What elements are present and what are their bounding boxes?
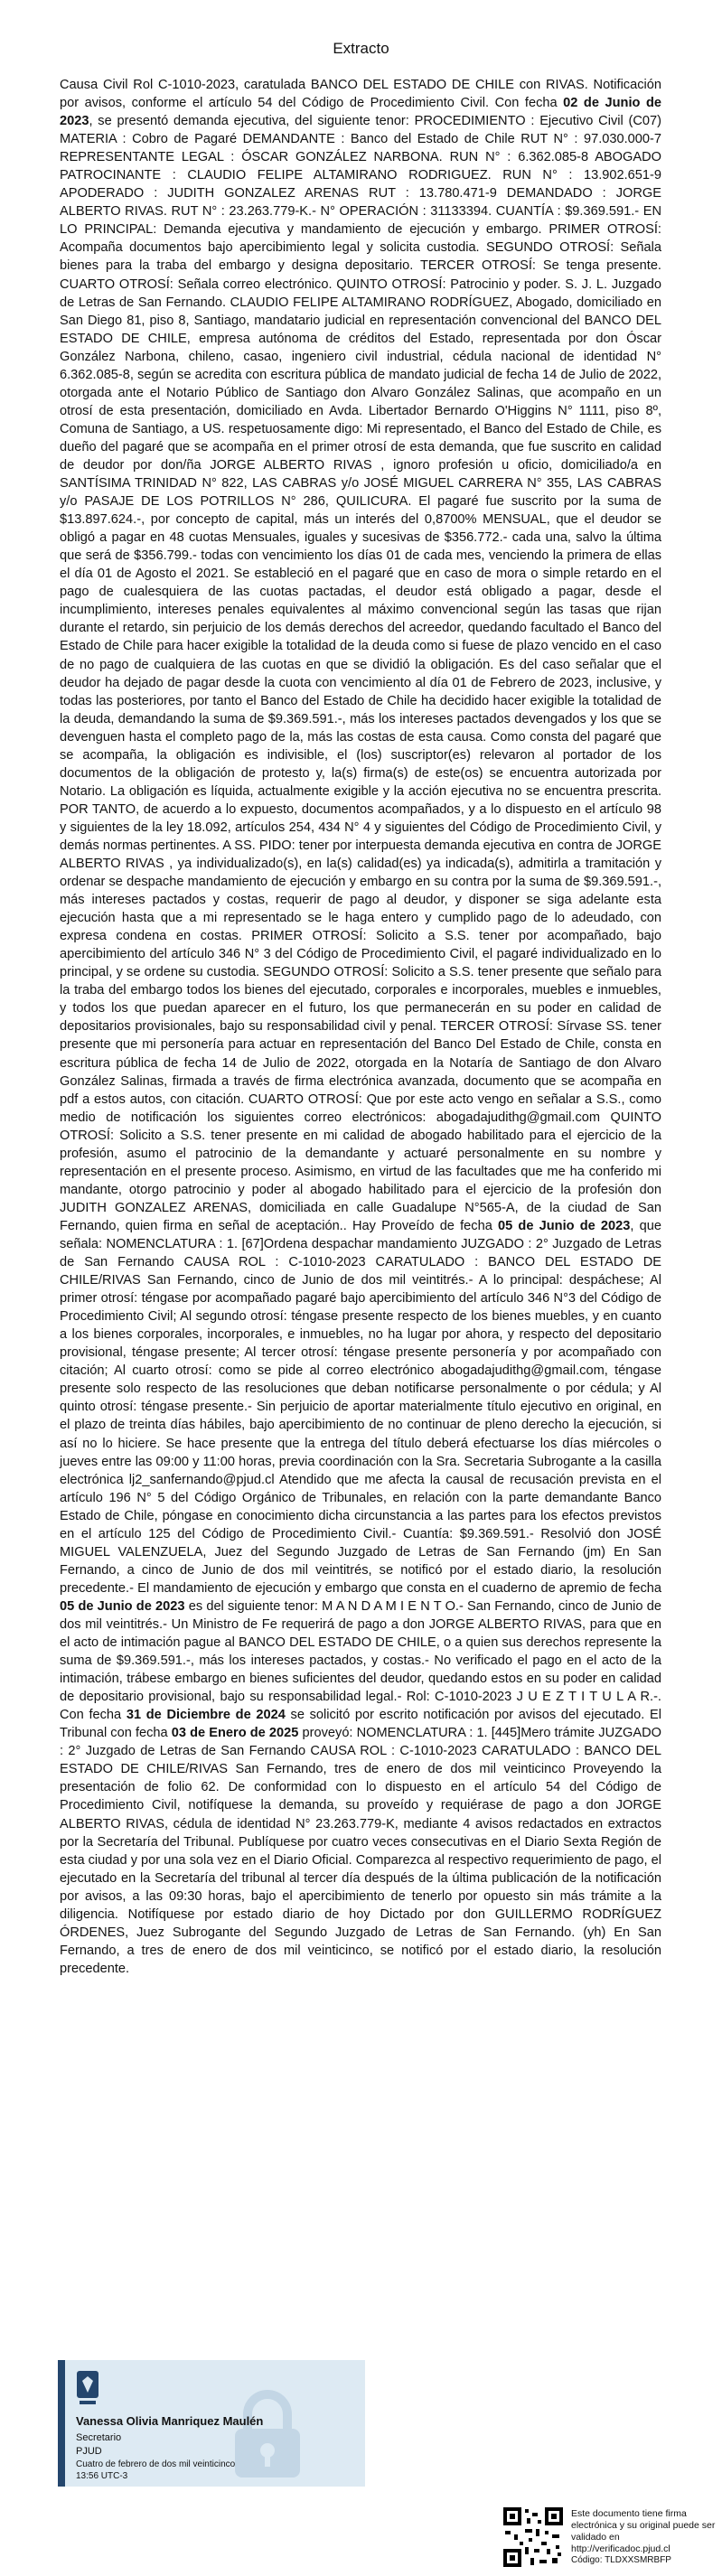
text-segment: , se presentó demanda ejecutiva, del siguiente tenor: PROCEDIMIENTO : Ejecutivo Civil (C07) MATERIA : Cobro de Pagaré DEMANDANTE : Banco del Estado de Chile RUT N° : 97.030.000-7 REPRESENTANTE LEGAL : ÓSCAR GONZÁLEZ NARBONA. RUN N° : 6.362.085-8 ABOGADO PATROCINANTE : CLAUDIO FELIPE ALTAMIRANO RODRIGUEZ. RUN N° : 13.902.651-9 APODERADO : JUDITH GONZALEZ ARENAS RUT : 13.780.471-9 DEMANDADO : JORGE ALBERTO RIVAS. RUT N° : 23.263.779-K.- N° OPERACIÓN : 31133394. CUANTÍA : $9.369.591.- EN LO PRINCIPAL: Demanda ejecutiva y mandamiento de ejecución y embargo. PRIMER OTROSÍ: Acompaña documentos bajo apercibimiento legal y solicita custodia. SEGUNDO OTROSÍ: Señala bienes para la traba del embargo y designa depositario. TERCER OTROSÍ: Se tenga presente. CUARTO OTROSÍ: Señala correo electrónico. QUINTO OTROSÍ: Patrocinio y poder. S. J. L. Juzgado de Letras de San Fernando. CLAUDIO FELIPE ALTAMIRANO RODRÍGUEZ, Abogado, domiciliado en San Diego 81, piso 8, Santiago, mandatario judicial en representación convencional del BANCO DEL ESTADO DE CHILE, empresa autónoma de créditos del Estado, representada por don Óscar González Narbona, chileno, casao, ingeniero civil industrial, cédula nacional de identidad N° 6.362.085-8, según se acredita con escritura pública de mandato judicial de fecha 14 de Julio de 2022, otorgada ante el Notario Público de Santiago don Alvaro González Salinas, que acompaño en un otrosí de esta presentación, domiciliado en Avda. Libertador Bernardo O'Higgins N° 1111, piso 8º, Comuna de Santiago, a US. respetuosamente digo: Mi representado, el Banco del Estado de Chile, es dueño del pagaré que se acompaña en el primer otrosí de esta demanda, que fue suscrito en calidad de deudor por don/ña JORGE ALBERTO RIVAS , ignoro profesión u oficio, domiciliado/a en SANTÍSIMA TRINIDAD N° 822, LAS CABRAS y/o JOSÉ MIGUEL CARRERA N° 355, LAS CABRAS y/o PASAJE DE LOS POTRILLOS N° 286, QUILICURA. El pagaré fue suscrito por la suma de $13.897.624.-, por concepto de capital, más un interés del 0,8700% MENSUAL, que el deudor se obligó a pagar en 48 cuotas Mensuales, iguales y sucesivas de $356.772.- cada una, salvo la última que será de $356.799.- todas con vencimiento los días 01 de cada mes, venciendo la primera de ellas el día 01 de Agosto el 2021. Se estableció en el pagaré que en caso de mora o simple retardo en el pago de cualesquiera de las cuotas pactadas, el deudor está obligado a pagar, desde el incumplimiento, intereses penales equivalentes al máximo convencional según las tasas que rijan durante el retardo, sin perjuicio de los demás derechos del acreedor, quedando facultado el Banco del Estado de Chile para hacer exigible la totalidad de la deuda como si fuese de plazo vencido en el caso de no pago de cualquiera de las cuotas en que se dividió la obligación. Es del caso señalar que el deudor ha dejado de pagar desde la cuota con vencimiento al día 01 de Febrero de 2023, inclusive, y todas las posteriores, por tanto el Banco del Estado de Chile ha decidido hacer exigible la totalidad de la deuda, demandando la suma de $9.369.591.-, más los intereses pactados devengados y los que se devenguen hasta el completo pago de la, más las costas de esta causa. Como consta del pagaré que se acompaña, la obligación es indivisible, el (los) suscriptor(es) relevaron al portador de los documentos de la obligación de protesto y, la(s) firma(s) de este(os) se encuentra autorizada por Notario. La obligación es líquida, actualmente exigible y la acción ejecutiva no se encuentra prescrita. POR TANTO, de acuerdo a lo expuesto, documentos acompañados, y a lo dispuesto en el artículo 98 y siguientes de la ley 18.092, artículos 254, 434 N° 4 y siguientes del Código de Procedimiento Civil, y demás normas pertinentes. A SS. PIDO: tener por interpuesta demanda ejecutiva en contra de JORGE ALBERTO RIVAS , ya individualizado(s), en la(s) calidad(es) ya indicada(s), admitirla a tramitación y ordenar se despache mandamiento de ejecución y embargo en su contra por la suma de $9.369.591.-, más intereses pactados y costas, requerir de pago al deudor, y disponer se siga adelante esta ejecución hasta que a mi representado se le haga entero y cumplido pago de lo adeudado, con expresa condena en costas. PRIMER OTROSÍ: Solicito a S.S. tener por acompañado, bajo apercibimiento del artículo 346 N° 3 del Código de Procedimiento Civil, el pagaré individualizado en lo principal, y se ordene su custodia. SEGUNDO OTROSÍ: Solicito a S.S. tener presente que señalo para la traba del embargo todos los bienes del ejecutado, corporales e incorporales, muebles e inmuebles, y todos los que puedan aparecer en el futuro, los que permanecerán en su poder en calidad de depositarios provisionales, bajo su responsabilidad civil y penal. TERCER OTROSÍ: Sírvase SS. tener presente que mi personería para actuar en representación del Banco Del Estado de Chile, consta en escritura pública de fecha 14 de Julio de 2022, otorgada en la Notaría de Santiago de don Alvaro González Salinas, firmada a través de firma electrónica avanzada, documento que se acompaña en pdf a estos autos, con citación. CUARTO OTROSÍ: Que por este acto vengo en señalar a S.S., como medio de notificación los siguientes correo electrónicos: abogadajudithg@gmail.com QUINTO OTROSÍ: Solicito a S.S. tener presente en mi calidad de abogado habilitado para el ejercicio de la profesión, asumo el patrocinio de la demandante y actuaré personalmente en su nombre y representación en el presente proceso. Asimismo, en virtud de las facultades que me ha conferido mi mandante, otorgo patrocinio y poder al abogado habilitado para el ejercicio de la profesión don JUDITH GONZALEZ ARENAS, domiciliada en calle Guadalupe N°565-A, de la ciudad de San Fernando, quien firma en señal de aceptación.. Hay Proveído de fecha [60,114,661,1233]
signature-time: 13:56 UTC-3 [76,2471,128,2481]
date-highlight: 05 de Junio de 2023 [60,1598,185,1614]
document-title: Extracto [333,40,389,57]
signature-accent-strip [58,2360,65,2487]
signer-role: Secretario [76,2432,122,2443]
text-segment: proveyó: NOMENCLATURA : 1. [445]Mero trámite JUZGADO : 2° Juzgado de Letras de San Fernando CAUSA ROL : C-1010-2023 CARATULADO : BANCO DEL ESTADO DE CHILE/RIVAS San Fernando, tres de enero de dos mil veinticinco Proveyendo la presentación de folio 62. De conformidad con lo dispuesto en el artículo 54 del Código de Procedimiento Civil, notifíquese la demanda, su proveído y requiérase de pago a don JORGE ALBERTO RIVAS, cédula de identidad N° 23.263.779-K, mediante 4 avisos redactados en extractos por la Secretaría del Tribunal. Publíquese por cuatro veces consecutivas en el Diario Sexta Región de esta ciudad y por una sola vez en el Diario Oficial. Comparezca al respectivo requerimiento de pago, el ejecutado en la Secretaría del tribunal al tercer día después de la última publicación de la notificación por avisos, a las 09:30 horas, bajo el apercibimiento de tenerlo por opuesto sin más trámite a la diligencia. Notifíquese por estado diario de hoy Dictado por don GUILLERMO RODRÍGUEZ ÓRDENES, Juez Subrogante del Segundo Juzgado de Letras de San Fernando. (yh) En San Fernando, a tres de enero de dos mil veinticinco, se notificó por el estado diario, la resolución precedente. [60,1726,662,1976]
text-segment: Causa Civil Rol C-1010-2023, caratulada BANCO DEL ESTADO DE CHILE con RIVAS. Notificación por avisos, conforme el artículo 54 del Código de Procedimiento Civil. Con fecha [60,78,661,111]
verification-qr-icon [502,2506,565,2569]
signer-name: Vanessa Olivia Manriquez Maulén [76,2414,264,2428]
lock-watermark-icon [224,2387,311,2481]
text-segment: , que señala: NOMENCLATURA : 1. [67]Ordena despachar mandamiento JUZGADO : 2° Juzgado de Letras de San Fernando CAUSA ROL : C-1010-2023 CARATULADO : BANCO DEL ESTADO DE CHILE/RIVAS San Fernando, cinco de Junio de dos mil veintitrés.- A lo principal: despáchese; Al primer otrosí: téngase por acompañado pagaré bajo apercibimiento del artículo 346 N°3 del Código de Procedimiento Civil; Al segundo otrosí: téngase presente respecto de los bienes muebles, y en cuanto a los bienes corporales, incorporales, e inmuebles, no ha lugar por ahora, y respecto del depositario provisional, téngase presente; Al tercer otrosí: téngase presente personería y por acompañado con citación; Al cuarto otrosí: como se pide al correo electrónico abogadajudithg@gmail.com, téngase presente solo respecto de las resoluciones que deban notificarse personalmente o por cédula; y Al quinto otrosí: téngase presente.- Sin perjuicio de aportar materialmente título ejecutivo en original, en el plazo de treinta días hábiles, bajo apercibimiento de no continuar de pleno derecho la ejecución, si así no lo hiciere. Se hace presente que la entrega del título deberá efectuarse los días miércoles o jueves entre las 09:00 y 11:00 horas, previa coordinación con la Sra. Secretaria Subrogante a la casilla electrónica lj2_sanfernando@pjud.cl Atendido que me afecta la causal de recusación prevista en el artículo 196 N° 5 del Código Orgánico de Tribunales, en relación con la parte demandante Banco Estado de Chile, póngase en conocimiento dicha circunstancia a las partes para los efectos previstos en el artículo 125 del Código de Procedimiento Civil.- Cuantía: $9.369.591.- Resolvió don JOSÉ MIGUEL VALENZUELA, Juez del Segundo Juzgado de Letras de San Fernando (jm) En San Fernando, a cinco de Junio de dos mil veintitrés, se notificó por el estado diario, la resolución precedente.- El mandamiento de ejecución y embargo que consta en el cuaderno de apremio de fecha [60,1218,661,1596]
date-highlight: 02 de Junio de 2023 [60,96,661,129]
extract-body [60,76,661,1978]
court-seal-icon [74,2369,101,2407]
date-highlight: 31 de Diciembre de 2024 [126,1708,286,1723]
signature-box [58,2360,365,2487]
verification-code: Código: TLDXXSMRBFP [571,2555,671,2565]
signature-date: Cuatro de febrero de dos mil veinticinco [76,2459,236,2469]
signer-institution: PJUD [76,2446,102,2457]
text-segment: se solicitó por escrito notificación por avisos del ejecutado. El Tribunal con fecha [60,1708,661,1741]
verification-text: Este documento tiene firma electrónica y su original puede ser validado en http://verificadoc.pjud.cl [571,2508,716,2554]
text-segment: es del siguiente tenor: M A N D A M I E N T O.- San Fernando, cinco de Junio de dos mil veintitrés.- Un Ministro de Fe requerirá de pago a don JORGE ALBERTO RIVAS, para que en el acto de intimación pague al BANCO DEL ESTADO DE CHILE, o a quien sus derechos represente la suma de $9.369.591.-, más los intereses pactados, y costas.- No verificado el pago en el acto de la intimación, trábese embargo en bienes suficientes del deudor, quedando estos en su poder en calidad de depositario provisional, bajo su responsabilidad legal.- Rol: C-1010-2023 J U E Z T I T U L A R.-. Con fecha [60,1598,661,1723]
date-highlight: 03 de Enero de 2025 [171,1726,299,1741]
date-highlight: 05 de Junio de 2023 [498,1218,631,1233]
